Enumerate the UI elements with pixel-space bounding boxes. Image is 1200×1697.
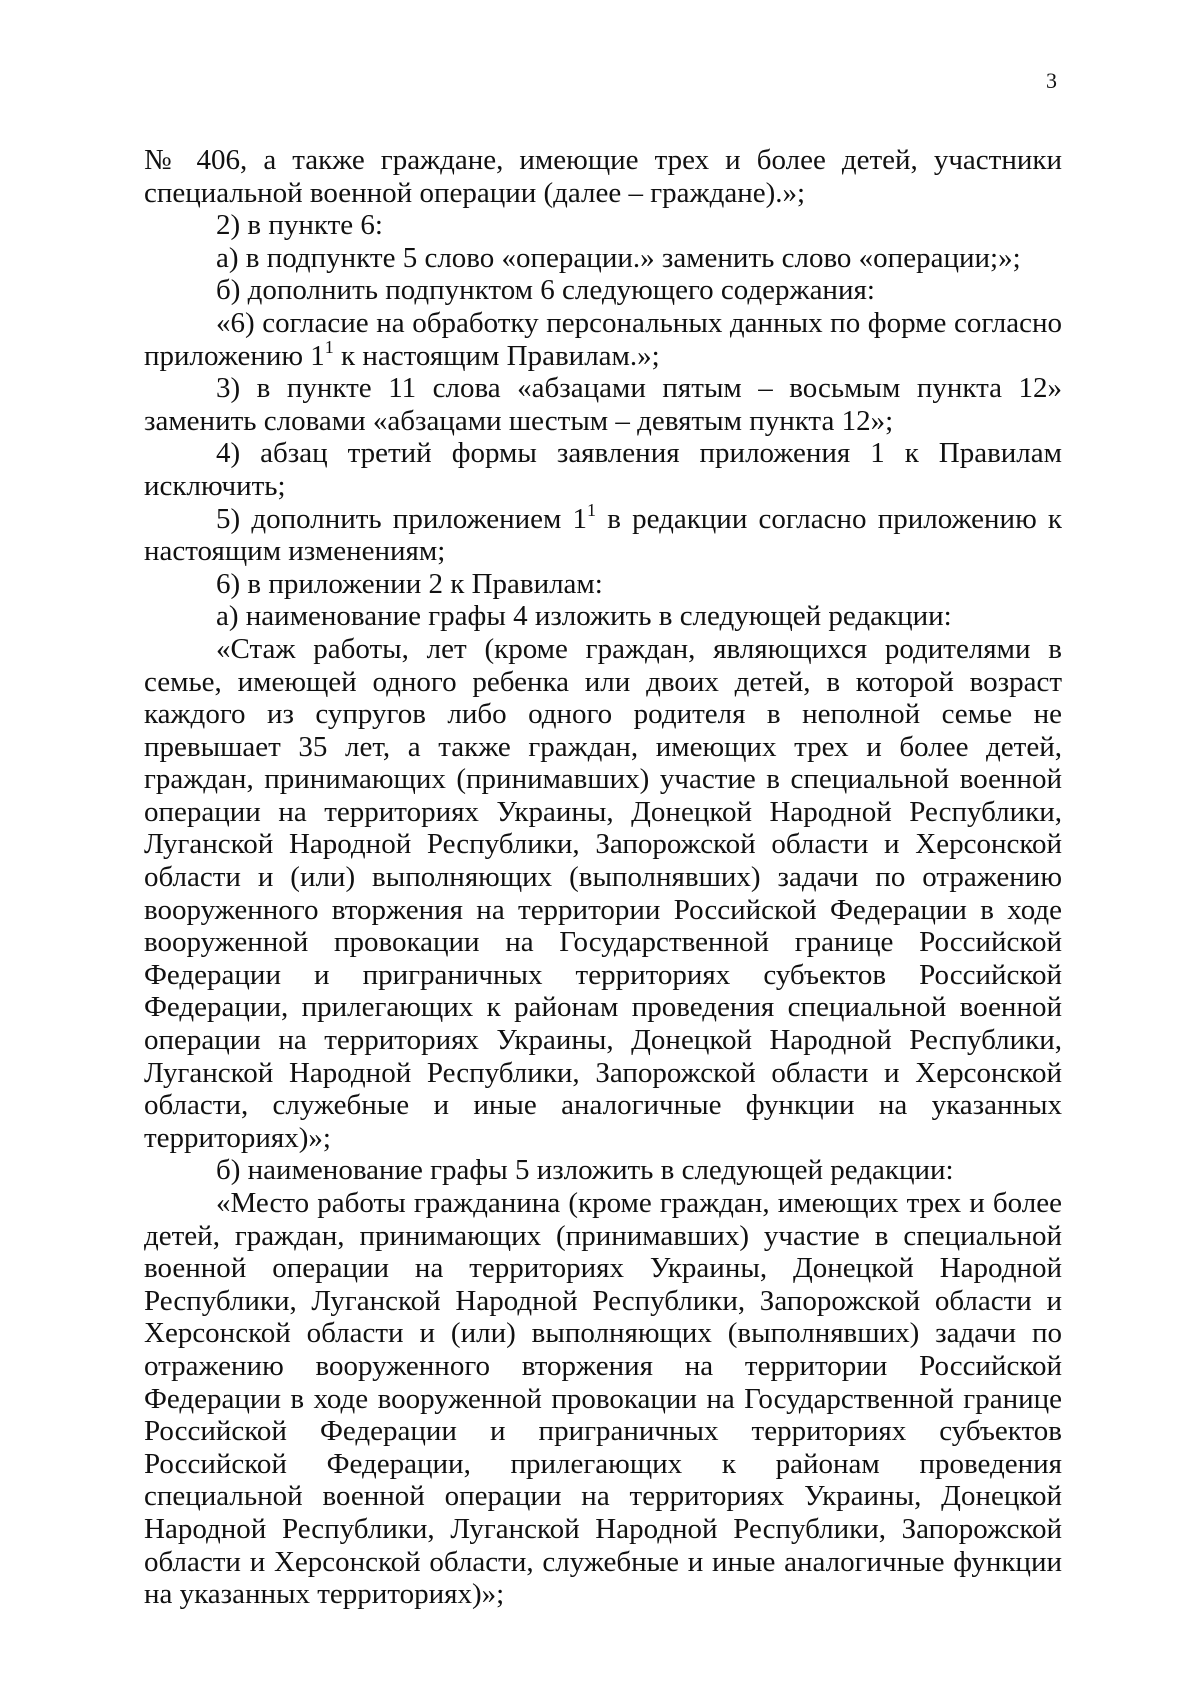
paragraph-item-2 (144, 209, 1062, 242)
paragraph-item-5 (144, 499, 1062, 568)
paragraph-subitem-2a (144, 242, 1062, 275)
paragraph-item-6 (144, 568, 1062, 601)
paragraph-text: 3) в пункте 11 слова «абзацами пятым – восьмым пункта 12» заменить словами «абзацами шестым – девятым пункта 12»; (144, 372, 1062, 437)
paragraph-quoted-subitem-6 (144, 307, 1062, 372)
superscript: 1 (587, 499, 597, 520)
paragraph-text: а) в подпункте 5 слово «операции.» заменить слово «операции;»; (216, 241, 1021, 274)
paragraph-text: в редакции согласно приложению к настоящим изменениям; (144, 502, 1062, 568)
paragraph-text: б) наименование графы 5 изложить в следующей редакции: (216, 1154, 954, 1187)
paragraph-subitem-2b (144, 274, 1062, 307)
paragraph-text: «Место работы гражданина (кроме граждан, имеющих трех и более детей, граждан, принимающих (принимавших) участие в специальной военной операции на территориях Украины, Донецкой Народной Республики, Луганской Народной Республики, Запорожской области и Херсонской области и (или) выполняющих (выполнявших) задачи по отражению вооруженного вторжения на территории Российской Федерации в ходе вооруженной провокации на Государственной границе Российской Федерации и приграничных территориях субъектов Российской Федерации, прилегающих к районам проведения специальной военной операции на территориях Украины, Донецкой Народной Республики, Луганской Народной Республики, Запорожской области и Херсонской области, служебные и иные аналогичные функции на указанных территориях)»; (144, 1187, 1062, 1611)
paragraph-text: № 406, а также граждане, имеющие трех и более детей, участники специальной военной операции (далее – граждане).»; (144, 144, 1062, 209)
paragraph-text: 2) в пункте 6: (216, 209, 383, 242)
paragraph-text: 4) абзац третий формы заявления приложения 1 к Правилам исключить; (144, 437, 1062, 502)
paragraph-text: «6) согласие на обработку персональных данных по форме согласно приложению 1 (144, 306, 1062, 372)
paragraph-item-4 (144, 437, 1062, 502)
page-number: 3 (1046, 68, 1057, 93)
paragraph-subitem-6a (144, 600, 1062, 633)
paragraph-text: 5) дополнить приложением 1 (216, 502, 588, 535)
paragraph-text: а) наименование графы 4 изложить в следующей редакции: (216, 600, 952, 633)
document-body (144, 144, 1062, 1611)
paragraph-item-3 (144, 372, 1062, 437)
superscript: 1 (324, 336, 334, 357)
paragraph-quoted-column-4 (144, 633, 1062, 1155)
paragraph-text: 6) в приложении 2 к Правилам: (216, 567, 603, 600)
paragraph-quoted-column-5 (144, 1187, 1062, 1611)
paragraph-subitem-6b (144, 1154, 1062, 1187)
paragraph-continuation (144, 144, 1062, 209)
paragraph-text: к настоящим Правилам.»; (333, 339, 660, 372)
paragraph-text: б) дополнить подпунктом 6 следующего содержания: (216, 274, 875, 307)
paragraph-text: «Стаж работы, лет (кроме граждан, являющихся родителями в семье, имеющей одного ребенка или двоих детей, в которой возраст каждого из супругов либо одного родителя в неполной семье не превышает 35 лет, а также граждан, имеющих трех и более детей, граждан, принимающих (принимавших) участие в специальной военной операции на территориях Украины, Донецкой Народной Республики, Луганской Народной Республики, Запорожской области и Херсонской области и (или) выполняющих (выполнявших) задачи по отражению вооруженного вторжения на территории Российской Федерации в ходе вооруженной провокации на Государственной границе Российской Федерации и приграничных территориях субъектов Российской Федерации, прилегающих к районам проведения специальной военной операции на территориях Украины, Донецкой Народной Республики, Луганской Народной Республики, Запорожской области и Херсонской области, служебные и иные аналогичные функции на указанных территориях)»; (144, 632, 1062, 1154)
